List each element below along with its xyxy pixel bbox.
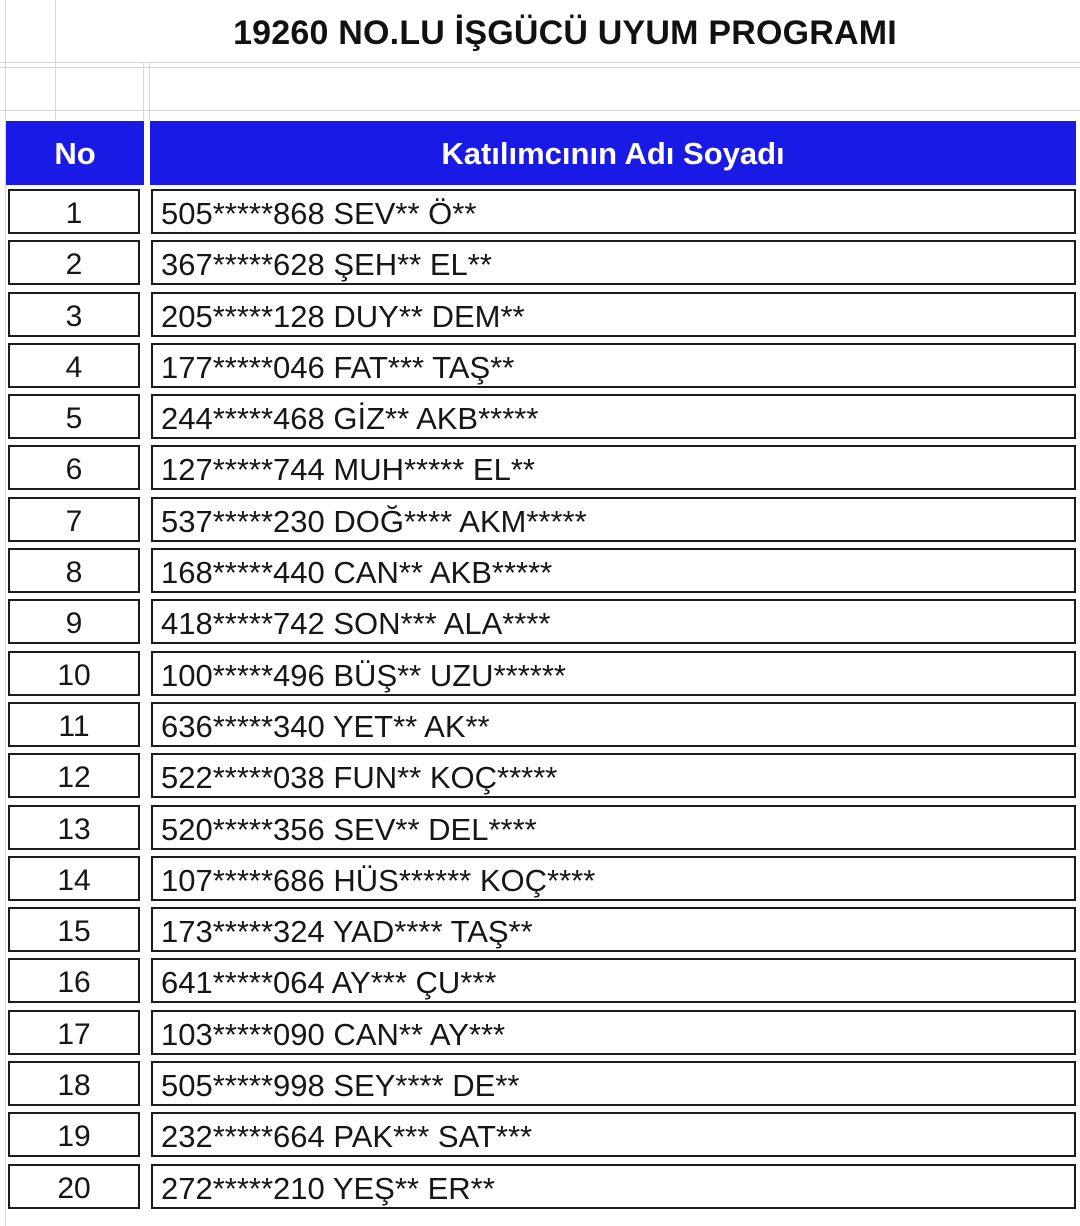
cell-no[interactable]: 9 — [8, 599, 140, 644]
grid-line — [149, 62, 150, 122]
table-row — [6, 956, 1076, 1007]
table-row — [6, 546, 1076, 597]
table-row — [6, 803, 1076, 854]
grid-line — [0, 62, 1080, 63]
cell-no[interactable]: 19 — [8, 1112, 140, 1157]
cell-participant-name[interactable]: 205*****128 DUY** DEM** — [151, 292, 1076, 337]
cell-no[interactable]: 11 — [8, 702, 140, 747]
cell-no[interactable]: 20 — [8, 1164, 140, 1209]
cell-participant-name[interactable]: 367*****628 ŞEH** EL** — [151, 240, 1076, 285]
cell-no[interactable]: 1 — [8, 189, 140, 234]
cell-participant-name[interactable]: 636*****340 YET** AK** — [151, 702, 1076, 747]
grid-line — [143, 62, 144, 122]
table-row — [6, 238, 1076, 289]
table-row — [6, 649, 1076, 700]
cell-no[interactable]: 16 — [8, 958, 140, 1003]
cell-participant-name[interactable]: 168*****440 CAN** AKB***** — [151, 548, 1076, 593]
cell-participant-name[interactable]: 272*****210 YEŞ** ER** — [151, 1164, 1076, 1209]
cell-participant-name[interactable]: 641*****064 AY*** ÇU*** — [151, 958, 1076, 1003]
cell-no[interactable]: 13 — [8, 805, 140, 850]
table-row — [6, 443, 1076, 494]
cell-participant-name[interactable]: 505*****868 SEV** Ö** — [151, 189, 1076, 234]
table-row — [6, 1162, 1076, 1213]
table-row — [6, 290, 1076, 341]
table-header — [6, 121, 1076, 185]
cell-participant-name[interactable]: 522*****038 FUN** KOÇ***** — [151, 753, 1076, 798]
grid-line — [0, 67, 1080, 68]
table-row — [6, 854, 1076, 905]
table-row — [6, 341, 1076, 392]
table-row — [6, 1008, 1076, 1059]
cell-no[interactable]: 15 — [8, 907, 140, 952]
cell-no[interactable]: 3 — [8, 292, 140, 337]
table-row — [6, 495, 1076, 546]
cell-no[interactable]: 8 — [8, 548, 140, 593]
grid-line — [0, 110, 1080, 111]
cell-no[interactable]: 6 — [8, 445, 140, 490]
cell-participant-name[interactable]: 244*****468 GİZ** AKB***** — [151, 394, 1076, 439]
cell-participant-name[interactable]: 232*****664 PAK*** SAT*** — [151, 1112, 1076, 1157]
table-row — [6, 597, 1076, 648]
table-row — [6, 1059, 1076, 1110]
table-row — [6, 1110, 1076, 1161]
cell-participant-name[interactable]: 103*****090 CAN** AY*** — [151, 1010, 1076, 1055]
cell-participant-name[interactable]: 520*****356 SEV** DEL**** — [151, 805, 1076, 850]
column-header-name: Katılımcının Adı Soyadı — [441, 136, 785, 171]
cell-participant-name[interactable]: 100*****496 BÜŞ** UZU****** — [151, 651, 1076, 696]
cell-no[interactable]: 14 — [8, 856, 140, 901]
cell-participant-name[interactable]: 127*****744 MUH***** EL** — [151, 445, 1076, 490]
cell-no[interactable]: 5 — [8, 394, 140, 439]
cell-participant-name[interactable]: 418*****742 SON*** ALA**** — [151, 599, 1076, 644]
cell-participant-name[interactable]: 173*****324 YAD**** TAŞ** — [151, 907, 1076, 952]
page-title: 19260 NO.LU İŞGÜCÜ UYUM PROGRAMI — [233, 14, 897, 52]
cell-no[interactable]: 4 — [8, 343, 140, 388]
cell-no[interactable]: 18 — [8, 1061, 140, 1106]
table-row — [6, 187, 1076, 238]
table-row — [6, 700, 1076, 751]
column-header-no: No — [54, 136, 96, 171]
cell-participant-name[interactable]: 177*****046 FAT*** TAŞ** — [151, 343, 1076, 388]
cell-participant-name[interactable]: 505*****998 SEY**** DE** — [151, 1061, 1076, 1106]
cell-no[interactable]: 2 — [8, 240, 140, 285]
cell-no[interactable]: 12 — [8, 753, 140, 798]
cell-no[interactable]: 17 — [8, 1010, 140, 1055]
table-row — [6, 392, 1076, 443]
table-row — [6, 905, 1076, 956]
cell-participant-name[interactable]: 537*****230 DOĞ**** AKM***** — [151, 497, 1076, 542]
table-row — [6, 751, 1076, 802]
participant-table — [6, 187, 1076, 1213]
cell-no[interactable]: 10 — [8, 651, 140, 696]
cell-no[interactable]: 7 — [8, 497, 140, 542]
cell-participant-name[interactable]: 107*****686 HÜS****** KOÇ**** — [151, 856, 1076, 901]
